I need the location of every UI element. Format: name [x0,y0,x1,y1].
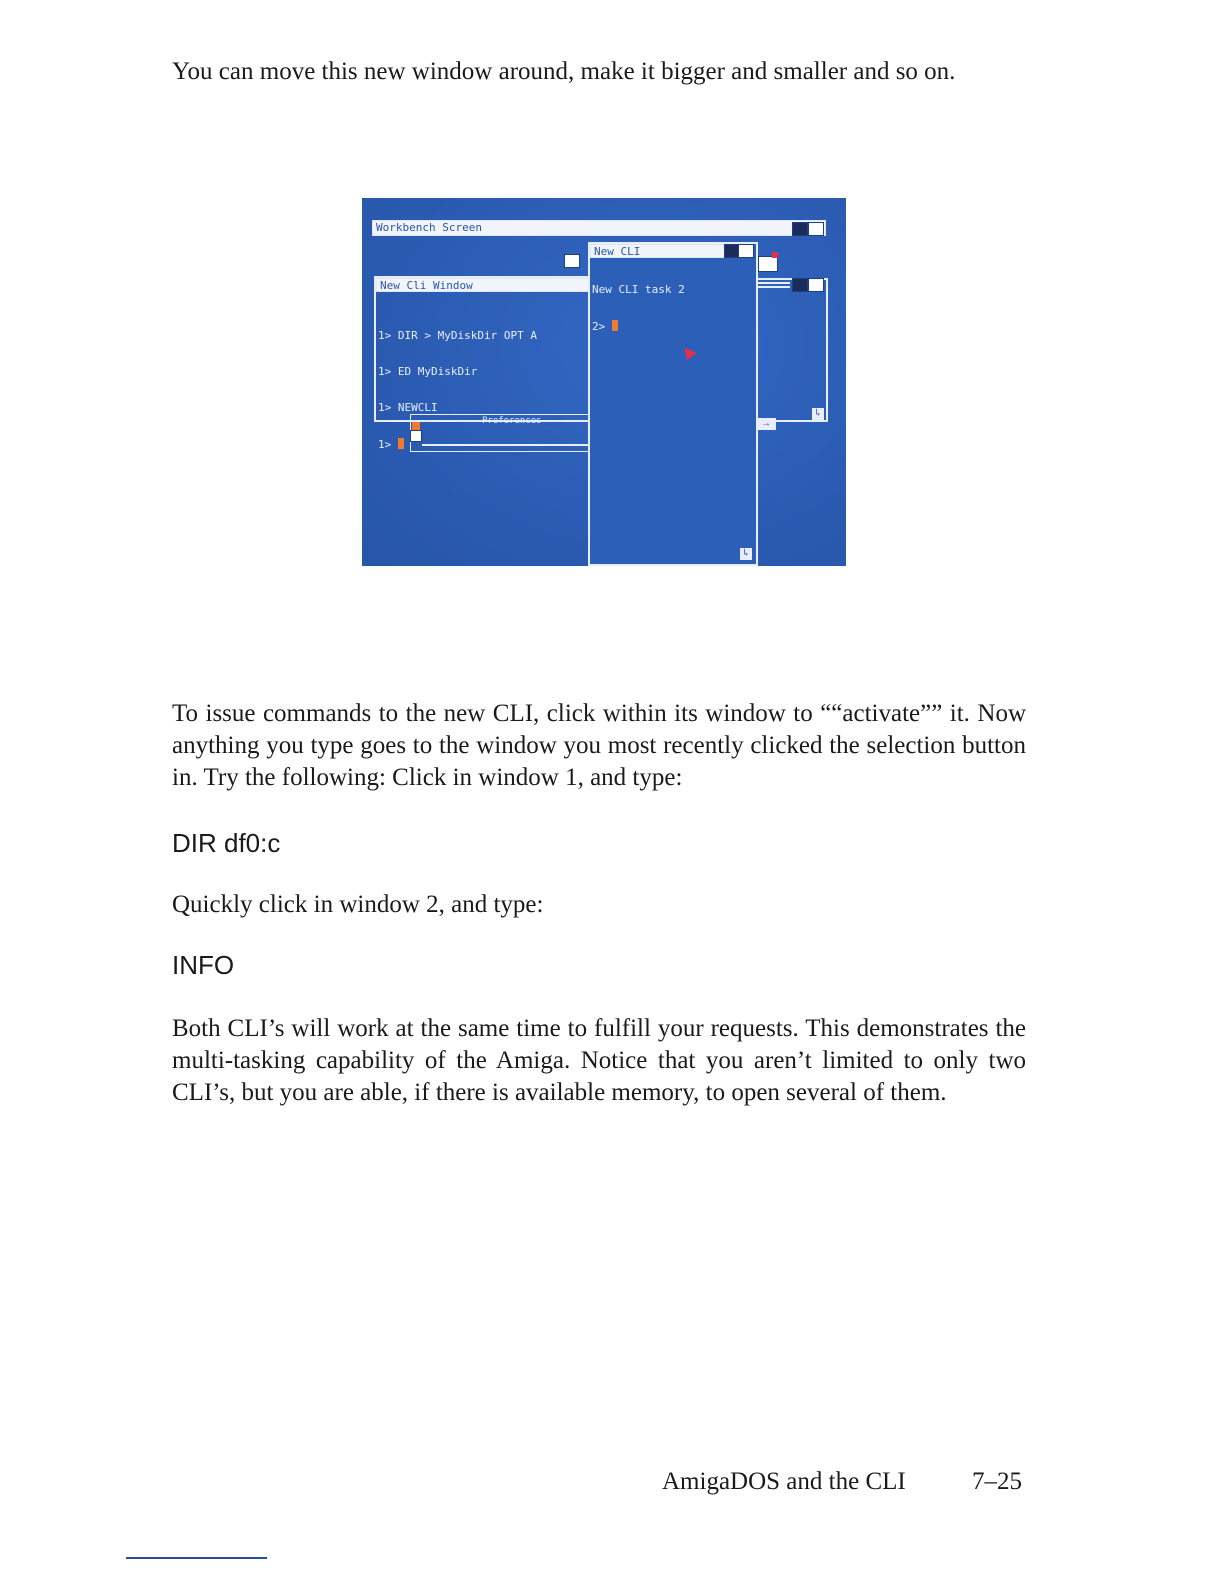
cli1-line-4: 1> [378,438,398,451]
window2-resize-icon[interactable]: ↳ [741,548,751,559]
screen-title-bar [372,220,826,236]
window2-depth-front-icon[interactable] [738,244,754,258]
cli-window-1-title: New Cli Window [380,279,473,292]
cli-window-1-title-bar[interactable] [376,278,590,292]
command-info: INFO [172,950,235,980]
bg-depth-front-icon[interactable] [808,278,824,292]
bg-arrow-icon[interactable]: → [756,418,776,430]
cli2-prompt: 2> [592,320,612,333]
preferences-label: Preferences [482,416,542,426]
bg-depth-back-icon[interactable] [792,278,808,292]
cli1-cursor [398,438,404,449]
paragraph-activate: To issue commands to the new CLI, click within its window to ““activate”” it. Now anything you type goes to the window you most recently clicked the selection button in. Try the following: Click in window 1, and type: [172,700,1026,791]
cli-window-1-output [378,306,537,475]
cli1-line-3: 1> NEWCLI [378,401,438,414]
footer-rule [126,1557,267,1559]
window1-depth-icon[interactable] [564,254,580,268]
cli-window-2-title-bar[interactable] [590,244,728,258]
paragraph-quickly: Quickly click in window 2, and type: [172,891,544,918]
background-window [754,278,828,422]
cli2-cursor [612,320,618,331]
footer-page-number: 7–25 [972,1468,1022,1495]
paragraph-multitasking: Both CLI’s will work at the same time to fulfill your requests. This demonstrates the multi-tasking capability of the Amiga. Notice that you aren’t limited to only two CLI’s, but you are able, if there is available memory, to open several of them. [172,1015,1026,1106]
screen-title: Workbench Screen [376,221,482,234]
intro-paragraph: You can move this new window around, make it bigger and smaller and so on. [172,58,956,85]
cli-window-2-title: New CLI [594,245,641,258]
cli1-line-2: 1> ED MyDiskDir [378,365,478,378]
bg-resize-icon[interactable]: ↳ [813,408,823,419]
depth-back-icon[interactable] [792,222,808,236]
red-marker-icon [772,252,778,258]
footer-section-title: AmigaDOS and the CLI [662,1468,906,1495]
command-dir: DIR df0:c [172,828,281,858]
cli-window-2-output [592,260,685,357]
cli2-line-1: New CLI task 2 [592,283,685,296]
screen-icon[interactable] [758,256,778,272]
workbench-screenshot [362,198,846,566]
depth-front-icon[interactable] [808,222,824,236]
cli1-line-1: 1> DIR > MyDiskDir OPT A [378,329,537,342]
background-window-titlebar [756,282,790,284]
